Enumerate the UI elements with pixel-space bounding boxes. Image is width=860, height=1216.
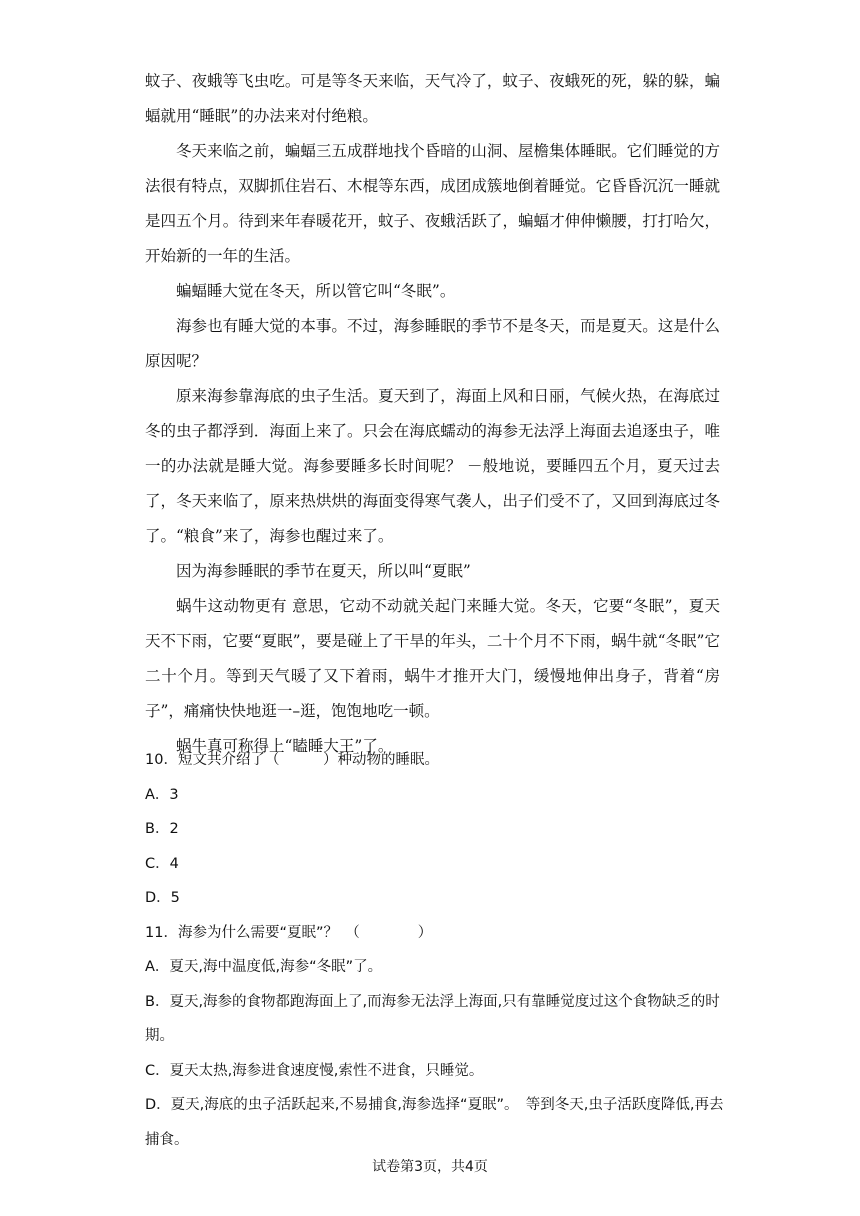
question-10-option-c: C．4	[145, 855, 179, 872]
passage-paragraph-5: 原来海参靠海底的虫子生活。夏天到了，海面上风和日丽，气候火热，在海底过冬的虫子都浮到．海面上来了。只会在海底蠕动的海参无法浮上海面去追逐虫子，唯一的办法就是睡大觉。海参要睡多长时间呢？ －般地说，要睡四五个月，夏天过去了，冬天来临了，原来热烘烘的海面变得寒气袭人，出子们受不了，又回到海底过冬了。“粮食”来了，海参也醒过来了。	[145, 387, 720, 545]
passage-paragraph-6: 因为海参睡眠的季节在夏天，所以叫“夏眠”	[176, 562, 471, 580]
question-10-option-d: D．5	[145, 890, 180, 906]
passage-paragraph-2: 冬天来临之前，蝙蝠三五成群地找个昏暗的山洞、屋檐集体睡眠。它们睡觉的方法很有特点，双脚抓住岩石、木棍等东西，成团成簇地倒着睡觉。它昏昏沉沉一睡就是四五个月。待到来年春暖花开，蚊子、夜蛾活跃了，蝙蝠才伸伸懒腰，打打哈欠，开始新的一年的生活。	[145, 142, 720, 265]
question-11-option-a: A．夏天,海中温度低,海参“冬眠”了。	[145, 959, 383, 975]
question-11-option-d: D．夏天,海底的虫子活跃起来,不易捕食,海参选择“夏眠”。 等到冬天,虫子活跃度降低,再去捕食。	[145, 1097, 724, 1148]
question-10-option-a: A．3	[145, 786, 179, 803]
question-11-option-c: C．夏天太热,海参进食速度慢,索性不进食，只睡觉。	[145, 1062, 484, 1079]
passage-paragraph-3: 蝙蝠睡大觉在冬天，所以管它叫“冬眠”。	[176, 282, 456, 300]
question-11-option-b: B．夏天,海参的食物都跑海面上了,而海参无法浮上海面,只有靠睡觉度过这个食物缺乏的时期。	[145, 993, 720, 1044]
passage-paragraph-4: 海参也有睡大觉的本事。不过，海参睡眠的季节不是冬天，而是夏天。这是什么原因呢？	[145, 317, 720, 370]
question-10-option-b: B．2	[145, 821, 179, 837]
passage-paragraph-1: 蚊子、夜蛾等飞虫吃。可是等冬天来临，天气冷了，蚊子、夜蛾死的死，躲的躲，蝙蝠就用“睡眠”的办法来对付绝粮。	[145, 72, 720, 125]
question-10-stem: 10．短文共介绍了（ ）种动物的睡眠。	[145, 752, 439, 768]
passage-paragraph-7: 蜗牛这动物更有 意思，它动不动就关起门来睡大觉。冬天，它要“冬眠”，夏天天不下雨，它要“夏眠”，要是碰上了干旱的年头，二十个月不下雨，蜗牛就“冬眠”它二十个月。等到天气暖了又下着雨，蜗牛才推开大门，缓慢地伸出身子，背着“房子”，痛痛快快地逛一–逛，饱饱地吃一顿。	[145, 597, 720, 720]
passage-paragraph-8: 蜗牛真可称得上“瞌睡大王”了。	[176, 737, 394, 755]
question-11-stem: 11．海参为什么需要“夏眠”？ （ ）	[145, 924, 433, 941]
reading-passage	[145, 64, 720, 764]
questions-section	[145, 743, 725, 1157]
page-footer: 试卷第3页，共4页	[372, 1159, 488, 1175]
